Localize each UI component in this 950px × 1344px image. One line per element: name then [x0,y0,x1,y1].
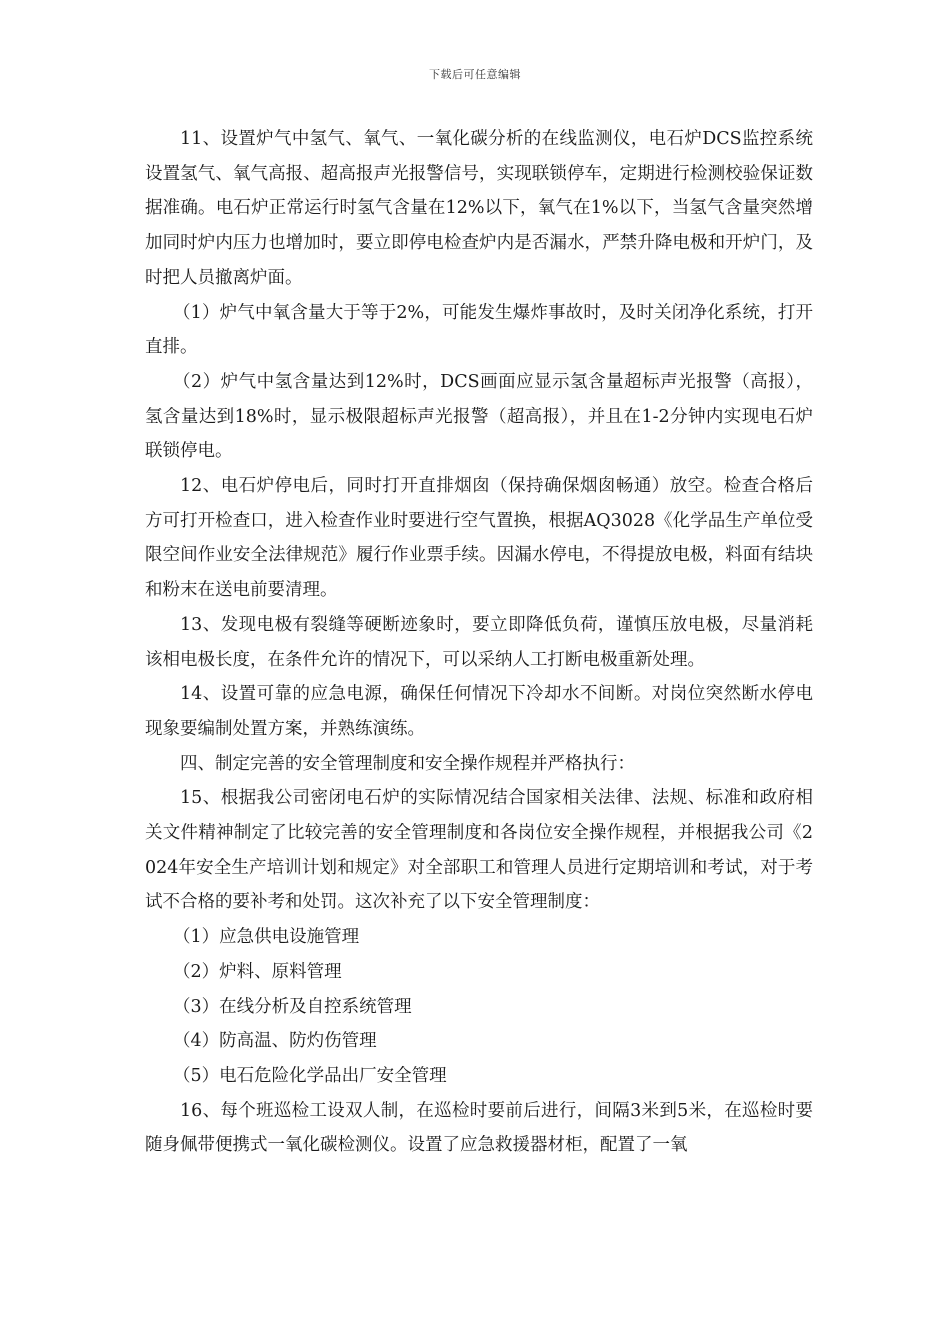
paragraph-15: 15、根据我公司密闭电石炉的实际情况结合国家相关法律、法规、标准和政府相关文件精神制定了比较完善的安全管理制度和各岗位安全操作规程，并根据我公司《2024年安全生产培训计划和规定》对全部职工和管理人员进行定期培训和考试，对于考试不合格的要补考和处罚。这次补充了以下安全管理制度： [145,788,813,913]
section-heading-4: 四、制定完善的安全管理制度和安全操作规程并严格执行： [180,753,635,774]
page-header-note: 下载后可任意编辑 [429,68,521,81]
paragraph-12: 12、电石炉停电后，同时打开直排烟囱（保持确保烟囱畅通）放空。检查合格后方可打开检查口，进入检查作业时要进行空气置换，根据AQ3028《化学品生产单位受限空间作业安全法律规范》履行作业票手续。因漏水停电，不得提放电极，料面有结块和粉末在送电前要清理。 [145,476,813,601]
list-item: （5）电石危险化学品出厂安全管理 [173,1065,447,1086]
paragraph-13: 13、发现电极有裂缝等硬断迹象时，要立即降低负荷，谨慎压放电极，尽量消耗该相电极长度，在条件允许的情况下，可以采纳人工打断电极重新处理。 [145,614,813,670]
document-body [145,122,813,1163]
list-item: （4）防高温、防灼伤管理 [173,1031,377,1052]
sub-item-11-1: （1）炉气中氧含量大于等于2%，可能发生爆炸事故时，及时关闭净化系统，打开直排。 [145,302,813,358]
list-item: （3）在线分析及自控系统管理 [173,996,412,1017]
sub-item-11-2: （2）炉气中氢含量达到12%时，DCS画面应显示氢含量超标声光报警（高报），氢含量达到18%时，显示极限超标声光报警（超高报），并且在1-2分钟内实现电石炉联锁停电。 [145,371,813,462]
paragraph-16: 16、每个班巡检工设双人制，在巡检时要前后进行，间隔3米到5米，在巡检时要随身佩带便携式一氧化碳检测仪。设置了应急救援器材柜，配置了一氧 [145,1100,813,1156]
list-item: （1）应急供电设施管理 [173,927,360,948]
paragraph-14: 14、设置可靠的应急电源，确保任何情况下冷却水不间断。对岗位突然断水停电现象要编制处置方案，并熟练演练。 [145,684,813,739]
paragraph-11: 11、设置炉气中氢气、氧气、一氧化碳分析的在线监测仪，电石炉DCS监控系统设置氢气、氧气高报、超高报声光报警信号，实现联锁停车，定期进行检测校验保证数据准确。电石炉正常运行时氢气含量在12%以下，氧气在1%以下，当氢气含量突然增加同时炉内压力也增加时，要立即停电检查炉内是否漏水，严禁升降电极和开炉门，及时把人员撤离炉面。 [145,129,813,288]
list-item: （2）炉料、原料管理 [173,961,342,982]
